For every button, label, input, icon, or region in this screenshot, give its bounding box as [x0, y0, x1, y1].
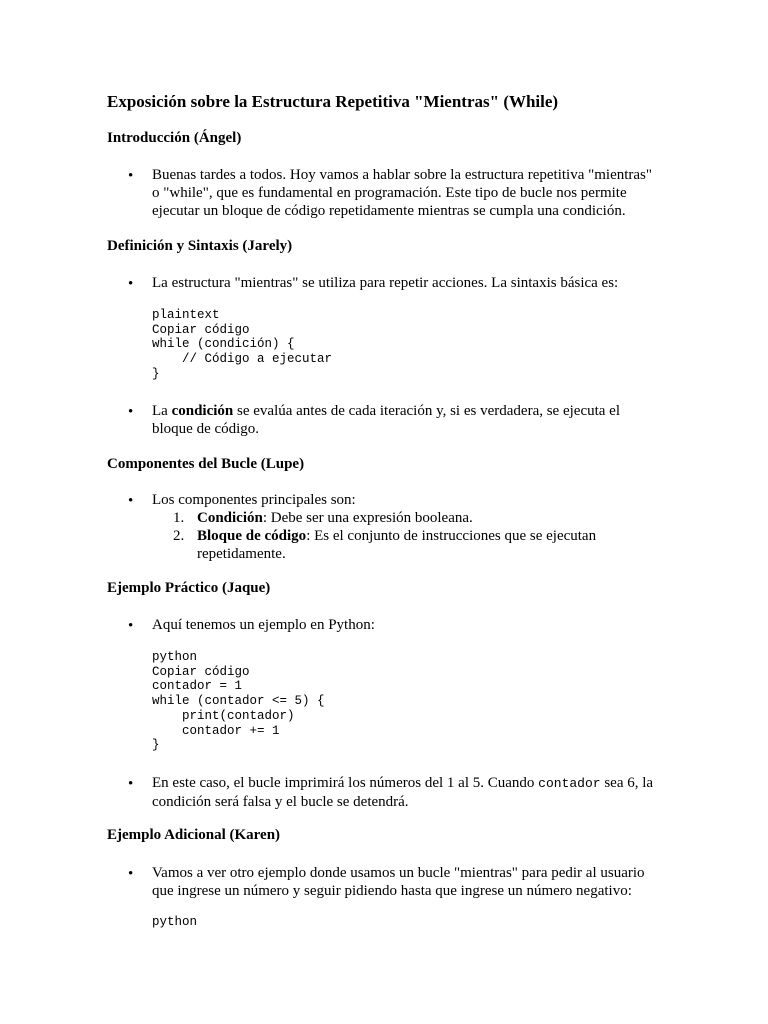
- bullet-marker: •: [128, 276, 134, 292]
- definition-item-2-rest: se evalúa antes de cada iteración y, si es verdadera, se ejecuta el: [233, 403, 621, 419]
- code-block-additional: python: [152, 915, 198, 929]
- definition-item-2-bold: condición: [171, 403, 234, 419]
- definition-item-2: [152, 402, 672, 438]
- definition-item-1: [152, 274, 672, 292]
- list-number: 2.: [173, 528, 185, 544]
- section-heading-definition: Definición y Sintaxis (Jarely): [107, 238, 293, 254]
- list-item-bold: Bloque de código: [197, 528, 307, 544]
- intro-line-3: ejecutar un bloque de código repetidamente mientras se cumpla una condición.: [152, 203, 626, 219]
- section-heading-components: Componentes del Bucle (Lupe): [107, 456, 305, 472]
- definition-item-1-text: La estructura "mientras" se utiliza para repetir acciones. La sintaxis básica es:: [152, 275, 619, 291]
- intro-line-2: o "while", que es fundamental en programación. Este tipo de bucle nos permite: [152, 185, 627, 201]
- intro-line-1: Buenas tardes a todos. Hoy vamos a hablar sobre la estructura repetitiva "mientras": [152, 167, 653, 183]
- additional-paragraph: [152, 864, 672, 900]
- code-block-example: python Copiar código contador = 1 while (contador <= 5) { print(contador) contador += 1 }: [152, 650, 325, 753]
- additional-line-1: Vamos a ver otro ejemplo donde usamos un bucle "mientras" para pedir al usuario: [152, 865, 645, 881]
- example-item-2-line-2: condición será falsa y el bucle se detendrá.: [152, 794, 409, 810]
- example-item-1: [152, 616, 672, 634]
- inline-code-contador: contador: [538, 776, 601, 791]
- list-number: 1.: [173, 510, 185, 526]
- list-item-bold: Condición: [197, 510, 263, 526]
- additional-line-2: que ingrese un número y seguir pidiendo hasta que ingrese un número negativo:: [152, 883, 632, 899]
- definition-item-2-prefix: La: [152, 403, 172, 419]
- example-item-2-prefix: En este caso, el bucle imprimirá los números del 1 al 5. Cuando: [152, 775, 539, 791]
- section-heading-intro: Introducción (Ángel): [107, 130, 242, 146]
- components-intro-text: Los componentes principales son:: [152, 492, 356, 508]
- example-item-1-text: Aquí tenemos un ejemplo en Python:: [152, 617, 375, 633]
- section-heading-example: Ejemplo Práctico (Jaque): [107, 580, 271, 596]
- intro-paragraph: [152, 166, 672, 220]
- section-heading-additional: Ejemplo Adicional (Karen): [107, 827, 281, 843]
- list-item-line: [197, 509, 657, 527]
- example-item-2-suffix: sea 6, la: [600, 775, 654, 791]
- example-item-2-line-1: [152, 774, 672, 793]
- example-item-2: [152, 774, 672, 811]
- definition-item-2-line-2: bloque de código.: [152, 421, 260, 437]
- bullet-marker: •: [128, 404, 134, 420]
- components-intro: [152, 491, 672, 509]
- list-item-rest: : Debe ser una expresión booleana.: [262, 510, 473, 526]
- bullet-marker: •: [128, 168, 134, 184]
- list-item-line-2: repetidamente.: [197, 546, 286, 562]
- list-item: [197, 527, 657, 563]
- document-title: Exposición sobre la Estructura Repetitiva "Mientras" (While): [107, 92, 559, 111]
- code-block-syntax: plaintext Copiar código while (condición) { // Código a ejecutar }: [152, 308, 333, 381]
- bullet-marker: •: [128, 776, 134, 792]
- bullet-marker: •: [128, 618, 134, 634]
- bullet-marker: •: [128, 866, 134, 882]
- bullet-marker: •: [128, 493, 134, 509]
- list-item-rest: : Es el conjunto de instrucciones que se ejecutan: [306, 528, 597, 544]
- definition-item-2-line-1: [152, 402, 672, 420]
- list-item-line: [197, 527, 657, 545]
- list-item: [197, 509, 657, 527]
